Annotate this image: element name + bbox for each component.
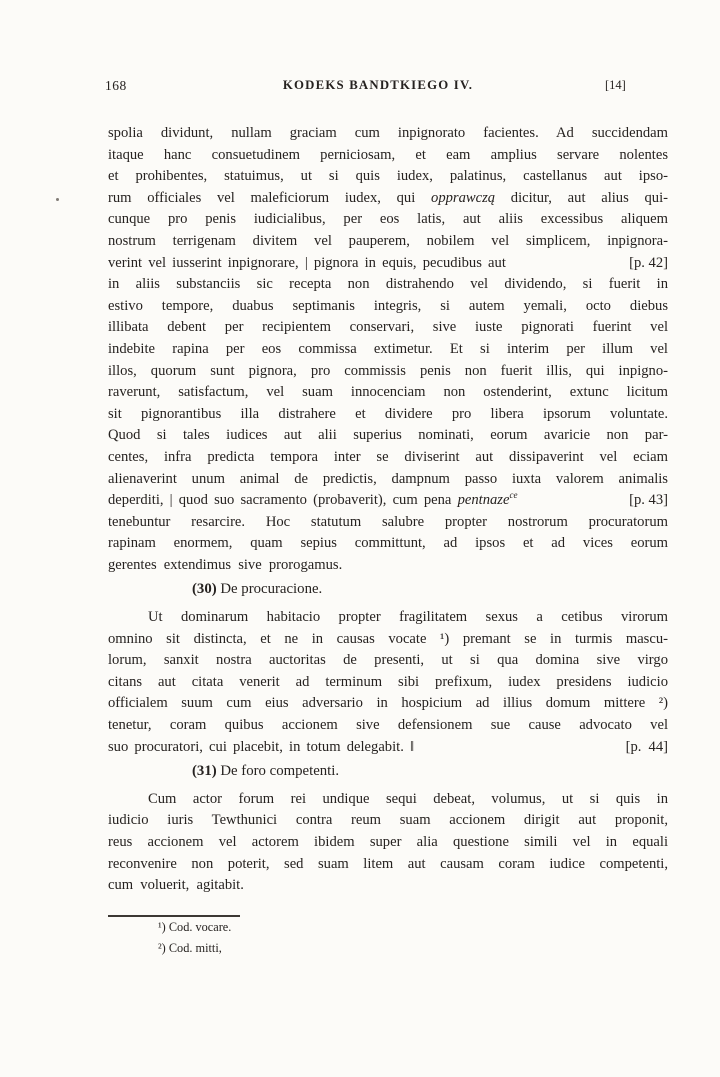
- footnote: ²) Cod. mitti,: [158, 941, 222, 956]
- text-line: [108, 209, 668, 231]
- text-line: [108, 404, 668, 426]
- text-line: [108, 810, 668, 832]
- text-line: [108, 512, 668, 534]
- text-segment: sit pignorantibus illa distrahere et dividere pro libera ipsorum voluntate.: [108, 405, 668, 422]
- text-segment: spolia dividunt, nullam graciam cum inpignorato facientes. Ad succidendam: [108, 125, 668, 141]
- text-segment: Ut dominarum habitacio propter fragilitatem sexus a cetibus virorum: [148, 609, 668, 626]
- text-segment-group: [108, 490, 517, 512]
- text-segment: cum voluerit, agitabit.: [108, 877, 244, 894]
- text-line: [108, 317, 668, 339]
- running-title: KODEKS BANDTKIEGO IV.: [282, 78, 474, 92]
- text-segment: pentnaze: [457, 492, 510, 509]
- paragraph: [108, 123, 668, 576]
- text-segment: iudicio iuris Tewthunici contra reum suam accionem dirigit aut proponit,: [108, 812, 668, 829]
- text-line: [108, 672, 668, 694]
- footnotes-section: [108, 915, 720, 960]
- text-segment: De procuracione.: [216, 581, 323, 598]
- page-number: 168: [105, 78, 127, 93]
- text-line: [108, 693, 668, 715]
- text-line: [108, 382, 668, 404]
- text-segment: alienaverint unum animal de predictis, dampnum passo iuxta valorem animalis: [108, 470, 668, 487]
- text-segment: rapinam enormem, quam sepius committunt, ad ipsos et ad vices eorum: [108, 535, 668, 552]
- text-segment: (30): [192, 581, 217, 598]
- text-segment: illibata debent per recipientem conservari, sive iuste pignorati fuerint vel: [108, 319, 668, 336]
- text-line: [108, 253, 668, 275]
- text-segment: reconvenire non poterit, sed suam litem aut causam coram iudice competenti,: [108, 855, 668, 872]
- footnote: ¹) Cod. vocare.: [158, 919, 232, 934]
- text-line: [108, 875, 668, 897]
- text-line: [108, 715, 668, 737]
- text-segment: nostrum terrigenam divitem vel pauperem, nobilem vel simplicem, inpignora-: [108, 232, 668, 249]
- text-line: [108, 607, 668, 629]
- text-segment: De foro competenti.: [216, 763, 340, 780]
- text-line: [108, 361, 668, 383]
- text-segment: raverunt, satisfactum, vel suam innocenciam non ostenderint, extunc licitum: [108, 384, 668, 401]
- text-segment: et prohibentes, statuimus, ut si quis iudex, palatinus, castellanus aut ipso-: [108, 168, 668, 185]
- text-line: [108, 231, 668, 253]
- text-segment: tenetur, coram quibus accionem sive defensionem sue cause advocato vel: [108, 717, 668, 734]
- text-segment: dicitur, aut alius qui-: [495, 189, 669, 206]
- text-line: [108, 854, 668, 876]
- text-segment: tenebuntur resarcire. Hoc statutum salubre propter nostrorum procuratorum: [108, 513, 668, 530]
- text-line: [108, 123, 668, 145]
- text-line: [108, 274, 668, 296]
- text-segment: ce: [509, 490, 518, 501]
- text-segment: reus accionem vel actorem ibidem super alia questione simili vel in equali: [108, 834, 668, 850]
- text-segment: itaque hanc consuetudinem perniciosam, et eam amplius servare nolentes: [108, 146, 668, 163]
- text-line: [108, 629, 668, 651]
- text-line: [108, 296, 668, 318]
- text-segment: cunque pro penis iudicialibus, per eos latis, aut aliis excessibus aliquem: [108, 211, 668, 228]
- text-line: [108, 425, 668, 447]
- text-segment: lorum, sanxit nostra auctoritas de presenti, ut si qua domina sive virgo: [108, 652, 668, 669]
- text-line: [108, 188, 668, 210]
- paragraph: [108, 607, 668, 758]
- page-break-marker: [p. 44]: [625, 738, 668, 755]
- folio-marker: [14]: [605, 78, 626, 92]
- page-break-marker: [p. 42]: [629, 254, 668, 271]
- text-segment: deperditi, | quod suo sacramento (probaverit), cum pena: [108, 492, 458, 509]
- text-line: [108, 469, 668, 491]
- section-heading: [192, 579, 668, 601]
- text-segment: officialem suum cum eius adversario in hospicium ad illius domum mittere ²): [108, 695, 668, 712]
- text-line: [108, 533, 668, 555]
- text-segment: (31): [192, 763, 217, 780]
- text-segment: omnino sit distincta, et ne in causas vocate ¹) premant se in turmis mascu-: [108, 630, 668, 647]
- text-segment: rum officiales vel maleficiorum iudex, qui: [108, 189, 432, 206]
- text-segment: estivo tempore, duabus septimanis integris, si autem yemali, octo diebus: [108, 297, 668, 314]
- text-segment-group: [108, 737, 414, 759]
- text-line: [108, 650, 668, 672]
- text-segment: opprawczą: [431, 189, 496, 206]
- text-segment: indebite rapina per eos commissa extimetur. Et si interim per illum vel: [108, 340, 668, 357]
- text-line: [108, 737, 668, 759]
- page-break-marker: [p. 43]: [629, 492, 668, 509]
- scan-speck: [56, 198, 59, 201]
- text-line: [108, 789, 668, 811]
- text-line: [108, 832, 668, 854]
- text-segment: verint vel iusserint inpignorare, | pignora in equis, pecudibus aut: [108, 254, 506, 271]
- body-text: [108, 123, 668, 897]
- text-segment: Cum actor forum rei undique sequi debeat, volumus, ut si quis in: [148, 790, 668, 807]
- text-segment: illos, quorum sunt pignora, pro commissis penis non fuerit illis, qui inpigno-: [108, 362, 668, 379]
- text-segment: suo procuratori, cui placebit, in totum delegabit. ‖: [108, 738, 415, 755]
- text-line: [108, 145, 668, 167]
- text-line: [108, 166, 668, 188]
- text-segment: in aliis substanciis sic recepta non distrahendo vel dividendo, si fuerit in: [108, 276, 668, 293]
- text-segment: gerentes extendimus sive prorogamus.: [108, 556, 343, 573]
- section-heading: [192, 761, 668, 783]
- text-line: [108, 447, 668, 469]
- text-segment-group: [108, 253, 506, 275]
- text-line: [108, 555, 668, 577]
- text-segment: Quod si tales iudices aut alii superius nominati, eorum avaricie non par-: [108, 427, 668, 444]
- text-line: [108, 490, 668, 512]
- paragraph: [108, 789, 668, 897]
- scanned-book-page: [0, 78, 720, 1077]
- text-line: [108, 339, 668, 361]
- text-segment: centes, infra predicta tempora inter se diviserint aut dissipaverint vel eciam: [108, 448, 668, 465]
- text-segment: citans aut citata venerit ad terminum sibi prefixum, iudex presidens iudicio: [108, 673, 668, 690]
- page-header: [105, 78, 668, 96]
